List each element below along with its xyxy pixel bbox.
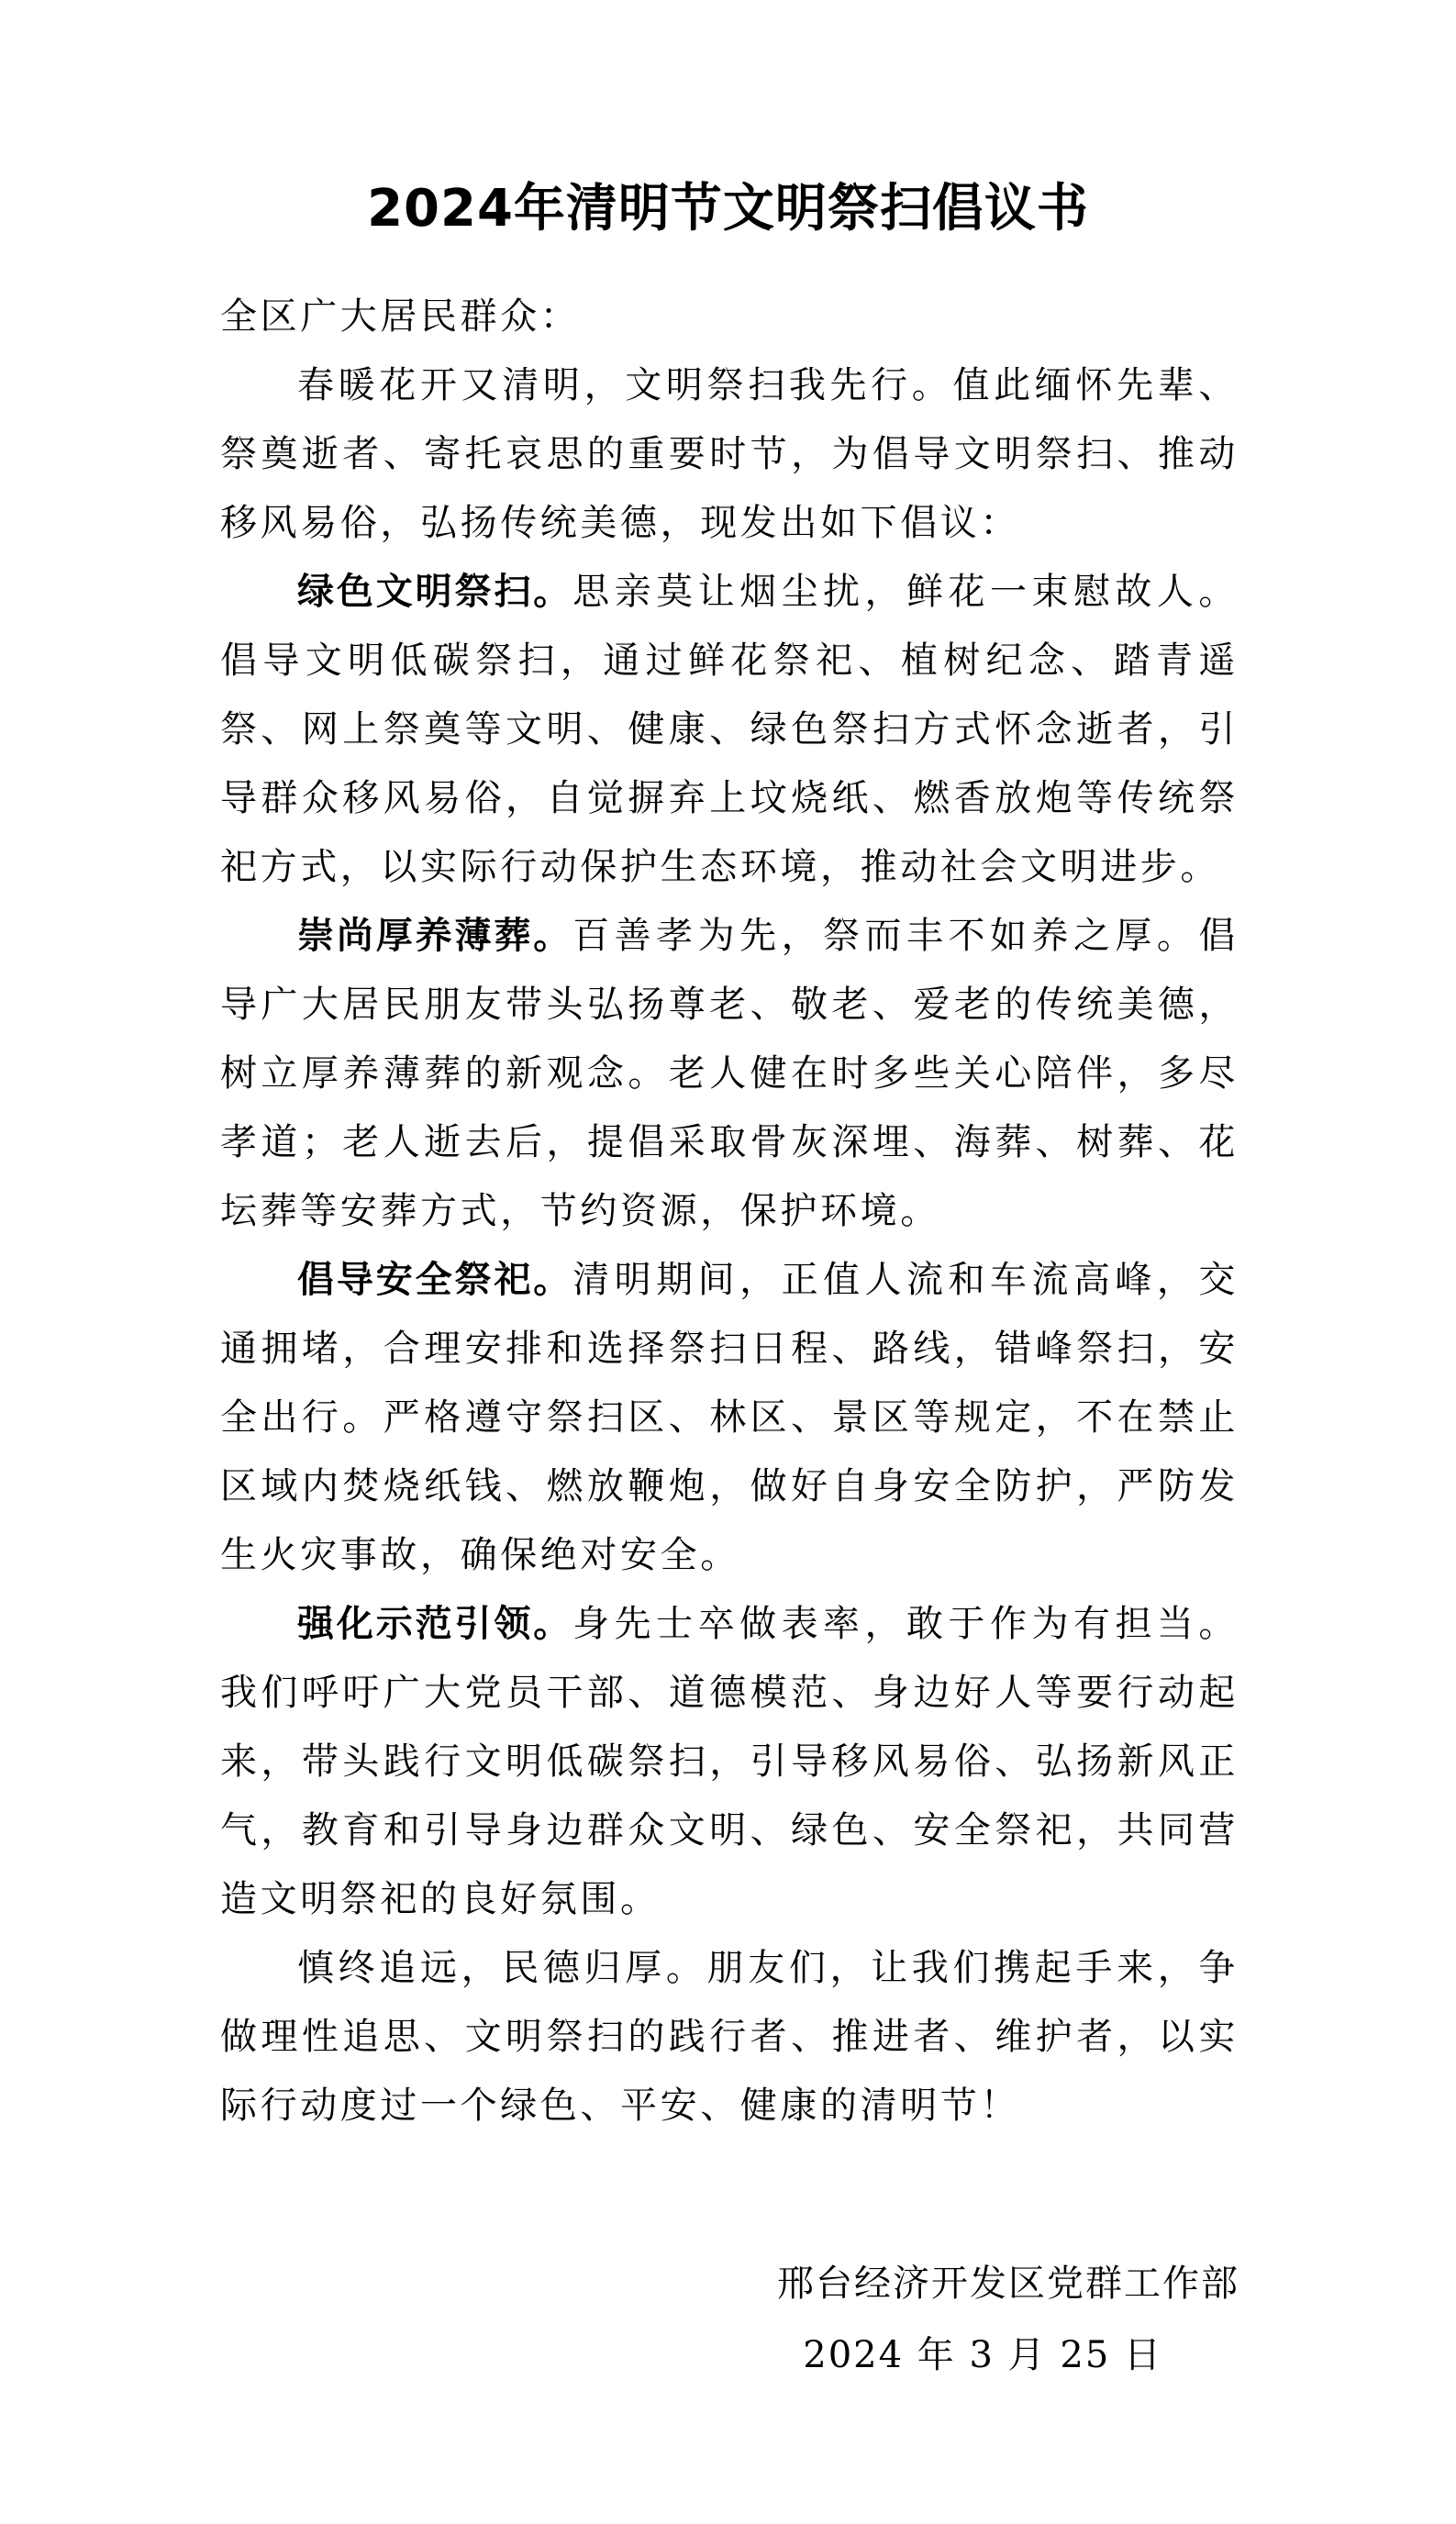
section-paragraph-safety bbox=[220, 1246, 1239, 1590]
section-text: 思亲莫让烟尘扰，鲜花一束慰故人。倡导文明低碳祭扫，通过鲜花祭祀、植树纪念、踏青遥祭、网上祭奠等文明、健康、绿色祭扫方式怀念逝者，引导群众移风易俗，自觉摒弃上坟烧纸、燃香放炮等传统祭祀方式，以实际行动保护生态环境，推动社会文明进步。 bbox=[220, 571, 1239, 888]
intro-paragraph: 春暖花开又清明，文明祭扫我先行。值此缅怀先辈、祭奠逝者、寄托哀思的重要时节，为倡导文明祭扫、推动移风易俗，弘扬传统美德，现发出如下倡议： bbox=[220, 364, 1239, 544]
section-text: 清明期间，正值人流和车流高峰，交通拥堵，合理安排和选择祭扫日程、路线，错峰祭扫，安全出行。严格遵守祭扫区、林区、景区等规定，不在禁止区域内焚烧纸钱、燃放鞭炮，做好自身安全防护，严防发生火灾事故，确保绝对安全。 bbox=[220, 1259, 1239, 1576]
section-paragraph-leadership bbox=[220, 1590, 1239, 1934]
section-heading: 强化示范引领。 bbox=[297, 1603, 573, 1645]
signature-date: 2024 年 3 月 25 日 bbox=[803, 2334, 1162, 2376]
section-heading: 绿色文明祭扫。 bbox=[297, 571, 573, 613]
section-paragraph-green bbox=[220, 558, 1239, 902]
section-heading: 倡导安全祭祀。 bbox=[297, 1259, 573, 1301]
salutation: 全区广大居民群众： bbox=[220, 295, 581, 338]
section-text: 百善孝为先，祭而丰不如养之厚。倡导广大居民朋友带头弘扬尊老、敬老、爱老的传统美德，树立厚养薄葬的新观念。老人健在时多些关心陪伴，多尽孝道；老人逝去后，提倡采取骨灰深埋、海葬、树葬、花坛葬等安葬方式，节约资源，保护环境。 bbox=[220, 915, 1239, 1232]
section-text: 身先士卒做表率，敢于作为有担当。我们呼吁广大党员干部、道德模范、身边好人等要行动起来，带头践行文明低碳祭扫，引导移风易俗、弘扬新风正气，教育和引导身边群众文明、绿色、安全祭祀，共同营造文明祭祀的良好氛围。 bbox=[220, 1603, 1239, 1920]
document-body bbox=[220, 283, 1239, 2140]
document-title: 2024年清明节文明祭扫倡议书 bbox=[367, 178, 1089, 239]
closing-paragraph: 慎终追远，民德归厚。朋友们，让我们携起手来，争做理性追思、文明祭扫的践行者、推进者、维护者，以实际行动度过一个绿色、平安、健康的清明节！ bbox=[220, 1947, 1239, 2127]
signature-organization: 邢台经济开发区党群工作部 bbox=[777, 2263, 1239, 2305]
section-heading: 崇尚厚养薄葬。 bbox=[297, 915, 573, 957]
section-paragraph-thrift bbox=[220, 902, 1239, 1246]
